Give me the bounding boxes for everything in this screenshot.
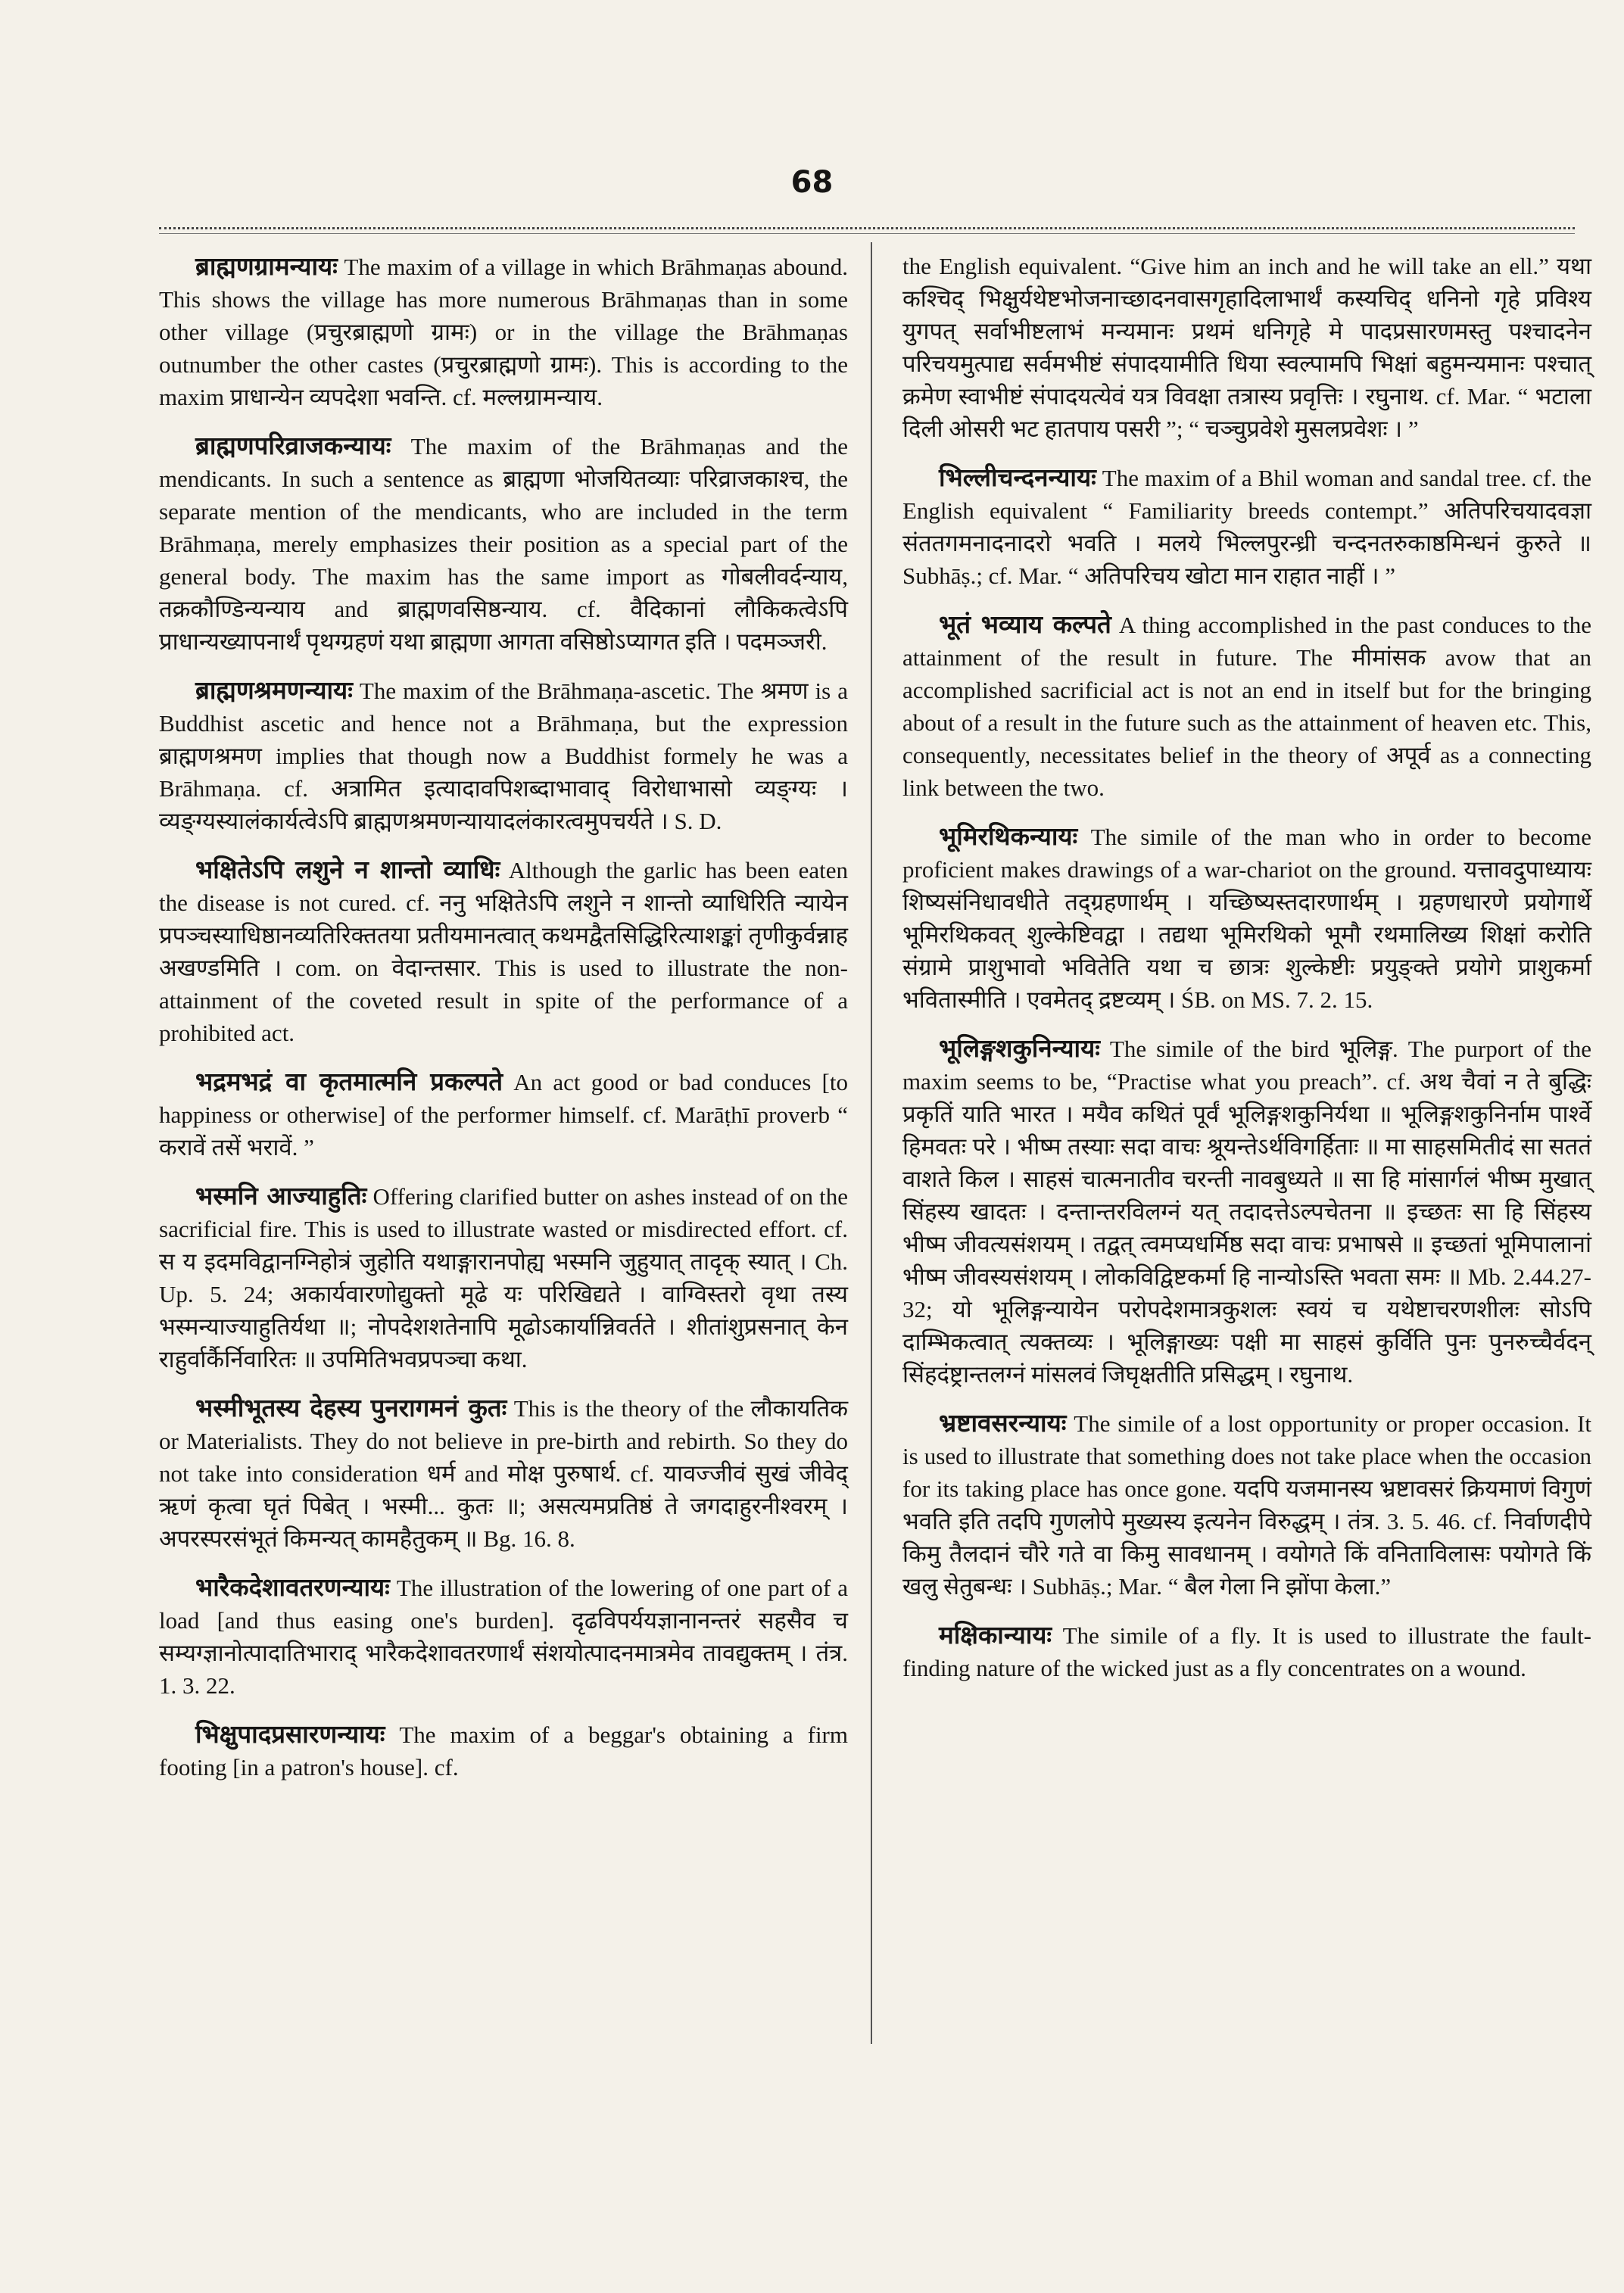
entry-text: The maxim of a beggar's obtaining a firm footing [in a patron's house]. cf. bbox=[159, 1721, 848, 1781]
entry-text: The maxim of a village in which Brāhmaṇas abound. This shows the village has more numerous Brāhmaṇas than in some other village (प्रचुरब्राह्मणो ग्रामः) or in the village the Brāhmaṇas outnumber the other castes (प्रचुरब्राह्मणो ग्रामः). This is according to the maxim प्राधान्येन व्यपदेशा भवन्ति. cf. मल्लग्रामन्याय. bbox=[159, 254, 848, 410]
dictionary-entry bbox=[159, 1065, 848, 1164]
entry-headword: भिक्षुपादप्रसारणन्यायः bbox=[195, 1719, 385, 1749]
entry-text: The maxim of a Bhil woman and sandal tree. cf. the English equivalent “ Familiarity breeds contempt.” अतिपरिचयादवज्ञा संततगमनादनादरो भवति । मलये भिल्लपुरन्ध्री चन्दनतरुकाष्ठमिन्धनं कुरुते ॥ Subhāṣ.; cf. Mar. “ अतिपरिचय खोटा मान राहात नाहीं । ” bbox=[902, 465, 1591, 589]
entry-headword: भस्मनि आज्याहुतिः bbox=[195, 1181, 367, 1210]
entry-headword: भूलिङ्गशकुनिन्यायः bbox=[939, 1033, 1100, 1063]
entry-headword: भस्मीभूतस्य देहस्य पुनरागमनं कुतः bbox=[195, 1393, 507, 1422]
dictionary-entry bbox=[159, 674, 848, 837]
entry-text: The illustration of the lowering of one part of a load [and thus easing one's burden]. दृढविपर्ययज्ञानानन्तरं सहसैव च सम्यग्ज्ञानोत्पादातिभाराद् भारैकदेशावतरणार्थं संशयोत्पादनमात्रमेव तावद्युक्तम् । तंत्र. 1. 3. 22. bbox=[159, 1575, 848, 1699]
dictionary-entry bbox=[159, 429, 848, 658]
entry-headword: भक्षितेऽपि लशुने न शान्तो व्याधिः bbox=[195, 855, 500, 884]
right-column bbox=[902, 250, 1591, 1700]
dictionary-entry bbox=[902, 1618, 1591, 1684]
entry-headword: ब्राह्मणग्रामन्यायः bbox=[195, 251, 338, 281]
dictionary-entry bbox=[902, 820, 1591, 1016]
entry-headword: भारैकदेशावतरणन्यायः bbox=[195, 1572, 390, 1602]
dictionary-entry bbox=[159, 1391, 848, 1555]
entry-headword: भ्रष्टावसरन्यायः bbox=[939, 1408, 1067, 1438]
dictionary-entry bbox=[902, 1032, 1591, 1391]
entry-headword: मक्षिकान्यायः bbox=[939, 1620, 1052, 1650]
left-column bbox=[159, 250, 848, 1799]
entry-headword: ब्राह्मणश्रमणन्यायः bbox=[195, 675, 353, 705]
header-rule bbox=[159, 227, 1575, 229]
entry-text: The simile of the bird भूलिङ्ग. The purport of the maxim seems to be, “Practise what you preach”. cf. अथ चैवां न ते बुद्धिः प्रकृतिं याति भारत । मयैव कथितं पूर्वं भूलिङ्गशकुनिर्यथा ॥ भूलिङ्गशकुनिर्नाम पार्श्वे हिमवतः परे । भीष्म तस्याः सदा वाचः श्रूयन्तेऽर्थविगर्हिताः ॥ मा साहसमितीदं सा सततं वाशते किल । साहसं चात्मनातीव चरन्ती नावबुध्यते ॥ सा हि मांसार्गलं भीष्म मुखात् सिंहस्य खादतः । दन्तान्तरविलग्नं यत् तदादत्तेऽल्पचेतना ॥ इच्छतः सा हि सिंहस्य भीष्म जीवत्यसंशयम् । तद्वत् त्वमप्यधर्मिष्ठ सदा वाचः प्रभाषसे ॥ इच्छतां भूमिपालानां भीष्म जीवस्यसंशयम् । लोकविद्विष्टकर्मा हि नान्योऽस्ति भवता समः ॥ Mb. 2.44.27-32; यो भूलिङ्गन्यायेन परोपदेशमात्रकुशलः स्वयं च यथेष्टाचरणशीलः सोऽपि दाम्भिकत्वात् त्यक्तव्यः । भूलिङ्गाख्यः पक्षी मा साहसं कुर्विति पुनः पुनरुच्चैर्वदन् सिंहदंष्ट्रान्तलग्नं मांसलवं जिघृक्षतीति प्रसिद्धम् । रघुनाथ. bbox=[902, 1036, 1591, 1388]
dictionary-entry bbox=[159, 250, 848, 413]
entry-text: A thing accomplished in the past conduces to the attainment of the result in future. The मीमांसक avow that an accomplished sacrificial act is not an end in itself but for the bringing about of a result in the future such as the attainment of heaven etc. This, consequently, necessitates belief in the theory of अपूर्व as a connecting link between the two. bbox=[902, 612, 1592, 801]
entry-headword: ब्राह्मणपरिव्राजकन्यायः bbox=[195, 431, 391, 460]
entry-text: The simile of a lost opportunity or proper occasion. It is used to illustrate that something does not take place when the occasion for its taking place has once gone. यदपि यजमानस्य भ्रष्टावसरं क्रियमाणं विगुणं भवति इति तदपि गुणलोपे मुख्यस्य इत्यनेन विरुद्धम् । तंत्र. 3. 5. 46. cf. निर्वाणदीपे किमु तैलदानं चौरे गते वा किमु सावधानम् । वयोगते किं वनिताविलासः पयोगते किं खलु सेतुबन्धः । Subhāṣ.; Mar. “ बैल गेला नि झोंपा केला.” bbox=[902, 1410, 1592, 1600]
dictionary-entry bbox=[159, 1179, 848, 1375]
dictionary-entry bbox=[902, 461, 1591, 592]
dictionary-entry bbox=[902, 250, 1591, 445]
entry-headword: भूमिरथिकन्यायः bbox=[939, 821, 1078, 851]
entry-text: This is the theory of the लौकायतिक or Materialists. They do not believe in pre-birth and rebirth. So they do not take into consideration धर्म and मोक्ष पुरुषार्थ. cf. यावज्जीवं सुखं जीवेद् ऋणं कृत्वा घृतं पिबेत् । भस्मी... कुतः ॥; असत्यमप्रतिष्ठं ते जगदाहुरनीश्वरम् । अपरस्परसंभूतं किमन्यत् कामहैतुकम् ॥ Bg. 16. 8. bbox=[159, 1395, 849, 1552]
entry-text: The maxim of the Brāhmaṇa-ascetic. The श्रमण is a Buddhist ascetic and hence not a Brāhmaṇa, but the expression ब्राह्मणश्रमण implies that though now a Buddhist formely he was a Brāhmaṇa. cf. अत्रामित इत्यादावपिशब्दाभावाद् विरोधाभासो व्यङ्ग्यः । व्यङ्ग्यस्यालंकार्यत्वेऽपि ब्राह्मणश्रमणन्यायादलंकारत्वमुपचर्यते । S. D. bbox=[159, 678, 849, 834]
page-number: 68 bbox=[790, 165, 834, 200]
entry-text: The simile of a fly. It is used to illustrate the fault-finding nature of the wicked just as a fly concentrates on a wound. bbox=[902, 1622, 1592, 1681]
dictionary-entry bbox=[159, 1718, 848, 1784]
entry-text: An act good or bad conduces [to happiness or otherwise] of the performer himself. cf. Marāṭhī proverb “ करावें तसें भरावें. ” bbox=[159, 1069, 848, 1161]
entry-headword: भूतं भव्याय कल्पते bbox=[939, 609, 1111, 639]
entry-text: The maxim of the Brāhmaṇas and the mendicants. In such a sentence as ब्राह्मणा भोजयितव्याः परिव्राजकाश्च, the separate mention of the mendicants, who are included in the term Brāhmaṇa, merely emphasizes their position as a special part of the general body. The maxim has the same import as गोबलीवर्दन्याय, तक्रकौण्डिन्यन्याय and ब्राह्मणवसिष्ठन्याय. cf. वैदिकानां लौकिकत्वेऽपि प्राधान्यख्यापनार्थं पृथग्ग्रहणं यथा ब्राह्मणा आगता वसिष्ठोऽप्यागत इति । पदमञ्जरी. bbox=[159, 433, 849, 655]
entry-headword: भद्रमभद्रं वा कृतमात्मनि प्रकल्पते bbox=[195, 1067, 503, 1096]
entry-text: The simile of the man who in order to become proficient makes drawings of a war-chariot on the ground. यत्तावदुपाध्यायः शिष्यसंनिधावधीते तद्ग्रहणार्थम् । यच्छिष्यस्तदारणार्थम् । ग्रहणधारणे प्रयोगार्थे भूमिरथिकवत् शुल्केष्टिवद्वा । तद्यथा भूमिरथिको भूमौ रथमालिख्य शिक्षां करोति संग्रामे प्राशुभावो भवितेति यथा च छात्रः शुल्केष्टीः प्रयुङ्क्ते प्रयोगे प्राशुकर्मा भवितास्मीति । एवमेतद् द्रष्टव्यम् । ŚB. on MS. 7. 2. 15. bbox=[902, 824, 1591, 1013]
dictionary-entry bbox=[159, 853, 848, 1049]
dictionary-entry bbox=[159, 1571, 848, 1702]
entry-text: Offering clarified butter on ashes instead of on the sacrificial fire. This is used to illustrate wasted or misdirected effort. cf. स य इदमविद्वानग्निहोत्रं जुहोति यथाङ्गारानपोह्य भस्मनि जुहुयात् तादृक् स्यात् । Ch. Up. 5. 24; अकार्यवारणोद्युक्तो मूढे यः परिखिद्यते । वाग्विस्तरो वृथा तस्य भस्मन्याज्याहुतिर्यथा ॥; नोपदेशशतेनापि मूढोऽकार्यान्निवर्तते । शीतांशुप्रसनात् केन राहुर्वार्कैर्निवारितः ॥ उपमितिभवप्रपञ्चा कथा. bbox=[159, 1183, 849, 1372]
entry-text: the English equivalent. “Give him an inch and he will take an ell.” यथा कश्चिद् भिक्षुर्यथेष्टभोजनाच्छादनवासगृहादिलाभार्थं कस्यचिद् धनिनो गृहे प्रविश्य युगपत् सर्वाभीष्टलाभं मन्यमानः प्रथमं धनिगृहे मे पादप्रसारणमस्तु पश्चादनेन परिचयमुत्पाद्य सर्वमभीष्टं संपादयामीति धिया स्वल्पामपि भिक्षां बहुमन्यमानः पश्चात् क्रमेण स्वाभीष्टं संपादयत्येवं यत्र विवक्षा तत्रास्य प्रवृत्तिः । रघुनाथ. cf. Mar. “ भटाला दिली ओसरी भट हातपाय पसरी ”; “ चञ्चुप्रवेशे मुसलप्रवेशः । ” bbox=[902, 253, 1591, 442]
column-divider bbox=[871, 242, 872, 2044]
header-rule-line bbox=[159, 233, 1575, 234]
entry-text: Although the garlic has been eaten the disease is not cured. cf. ननु भक्षितेऽपि लशुने न शान्तो व्याधिरिति न्यायेन प्रपञ्चस्याधिष्ठानव्यतिरिक्ततया प्रतीयमानत्वात् कथमद्वैतसिद्धिरित्याशङ्कां तृणीकुर्वन्नाह अखण्डमिति । com. on वेदान्तसार. This is used to illustrate the non-attainment of the coveted result in spite of the performance of a prohibited act. bbox=[159, 857, 848, 1046]
dictionary-entry bbox=[902, 608, 1591, 804]
dictionary-entry bbox=[902, 1407, 1591, 1603]
entry-headword: भिल्लीचन्दनन्यायः bbox=[939, 463, 1096, 492]
